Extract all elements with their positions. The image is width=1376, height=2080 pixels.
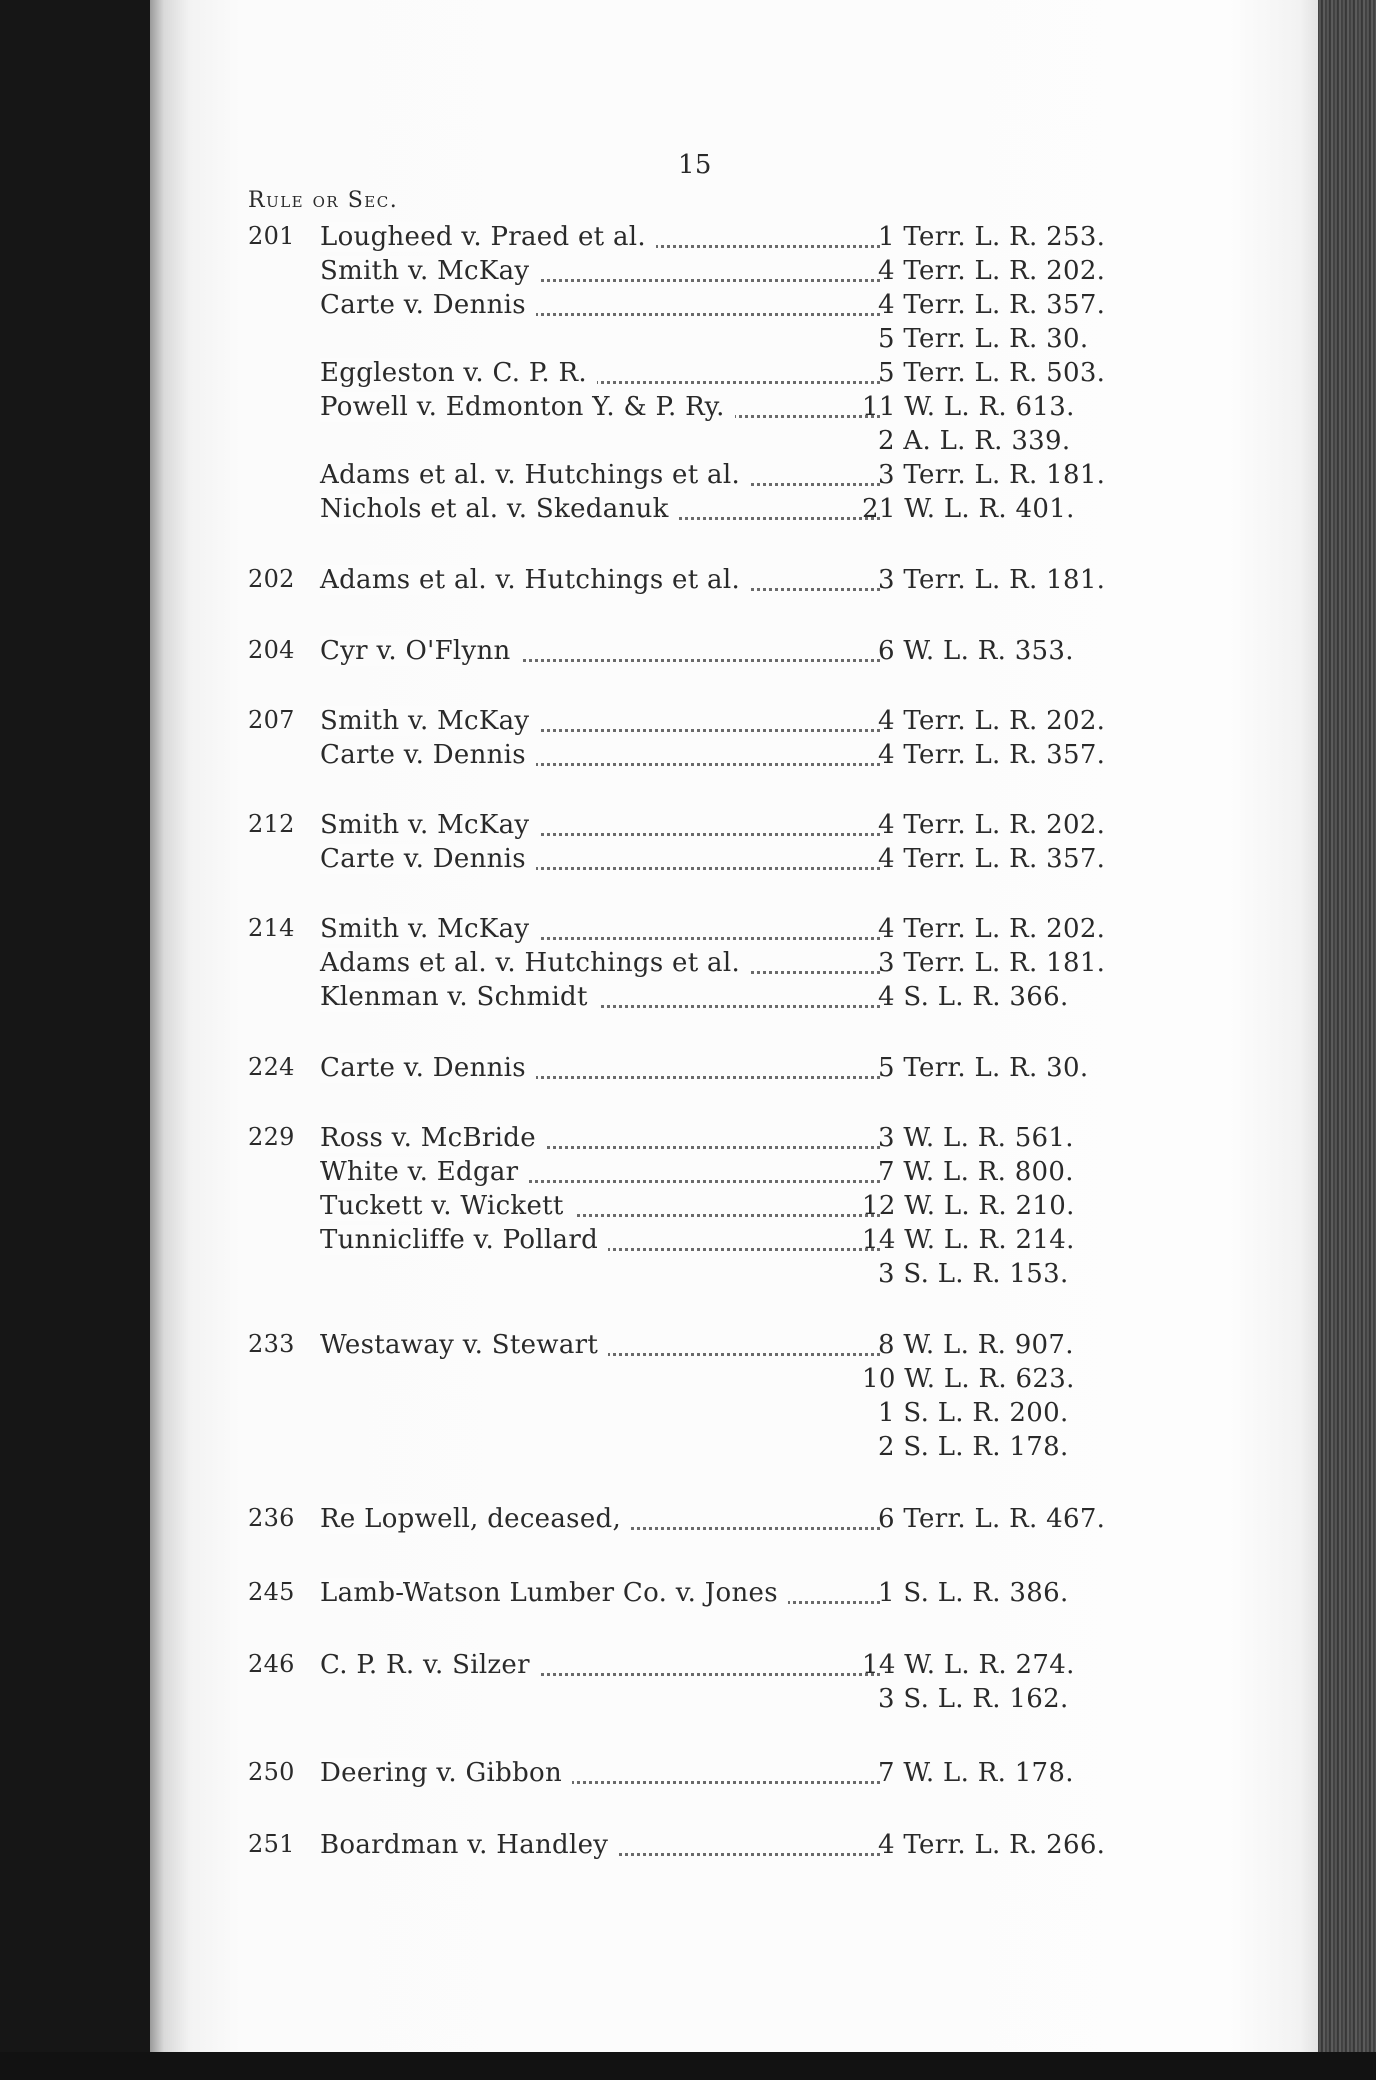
citation: 7 W. L. R. 800.: [878, 1157, 1074, 1187]
case-name: Smith v. McKay: [320, 706, 539, 736]
citation: 3 Terr. L. R. 181.: [878, 565, 1106, 595]
case-name: Lamb-Watson Lumber Co. v. Jones: [320, 1578, 788, 1608]
case-name: Adams et al. v. Hutchings et al.: [320, 565, 750, 595]
case-name: Powell v. Edmonton Y. & P. Ry.: [320, 392, 735, 422]
case-entry: [320, 1225, 886, 1259]
case-entry: [320, 460, 886, 494]
case-name: C. P. R. v. Silzer: [320, 1650, 540, 1680]
case-entry: [320, 1053, 886, 1087]
case-name: Carte v. Dennis: [320, 1053, 536, 1083]
citation: 4 Terr. L. R. 202.: [878, 256, 1106, 286]
citation: 1 S. L. R. 200.: [878, 1398, 1069, 1428]
rule-number: 202: [248, 565, 295, 593]
case-name: Cyr v. O'Flynn: [320, 636, 521, 666]
citation: 21 W. L. R. 401.: [862, 494, 1075, 524]
case-entry: [320, 1157, 886, 1191]
citation: 2 S. L. R. 178.: [878, 1432, 1069, 1462]
case-name: Carte v. Dennis: [320, 740, 536, 770]
citation: 8 W. L. R. 907.: [878, 1330, 1074, 1360]
citation: 5 Terr. L. R. 30.: [878, 324, 1089, 354]
citation: 4 Terr. L. R. 266.: [878, 1830, 1106, 1860]
citation: 10 W. L. R. 623.: [862, 1364, 1075, 1394]
case-name: Adams et al. v. Hutchings et al.: [320, 948, 750, 978]
case-name: Carte v. Dennis: [320, 844, 536, 874]
case-entry: [320, 740, 886, 774]
case-entry: [320, 358, 886, 392]
page-number: 15: [678, 150, 712, 180]
citation: 3 Terr. L. R. 181.: [878, 948, 1106, 978]
citation: 2 A. L. R. 339.: [878, 426, 1071, 456]
rule-number: 212: [248, 810, 295, 838]
case-entry: [320, 982, 886, 1016]
rule-number: 204: [248, 636, 295, 664]
case-entry: [320, 565, 886, 599]
case-entry: [320, 1504, 886, 1538]
citation: 6 Terr. L. R. 467.: [878, 1504, 1106, 1534]
case-entry: [320, 1830, 886, 1864]
rule-number: 201: [248, 222, 295, 250]
case-entry: [320, 810, 886, 844]
rule-number: 214: [248, 914, 295, 942]
rule-number: 246: [248, 1650, 295, 1678]
rule-number: 229: [248, 1123, 295, 1151]
case-name: Eggleston v. C. P. R.: [320, 358, 597, 388]
case-entry: [320, 290, 886, 324]
rule-number: 250: [248, 1758, 295, 1786]
citation: 4 Terr. L. R. 202.: [878, 706, 1106, 736]
case-entry: [320, 494, 886, 528]
case-name: White v. Edgar: [320, 1157, 528, 1187]
case-entry: [320, 1650, 886, 1684]
case-entry: [320, 1330, 886, 1364]
case-entry: [320, 256, 886, 290]
citation: 1 Terr. L. R. 253.: [878, 222, 1106, 252]
case-entry: [320, 636, 886, 670]
case-name: Re Lopwell, deceased,: [320, 1504, 631, 1534]
case-entry: [320, 1758, 886, 1792]
case-entry: [320, 392, 886, 426]
citation: 12 W. L. R. 210.: [862, 1191, 1075, 1221]
rule-column-heading: Rule or Sec.: [248, 188, 399, 213]
citation: 3 S. L. R. 153.: [878, 1259, 1069, 1289]
citation: 4 Terr. L. R. 357.: [878, 290, 1106, 320]
rule-number: 245: [248, 1578, 295, 1606]
citation: 14 W. L. R. 214.: [862, 1225, 1075, 1255]
case-entry: [320, 1578, 886, 1612]
citation: 1 S. L. R. 386.: [878, 1578, 1069, 1608]
citation: 11 W. L. R. 613.: [862, 392, 1075, 422]
rule-number: 233: [248, 1330, 295, 1358]
case-name: Nichols et al. v. Skedanuk: [320, 494, 679, 524]
case-name: Carte v. Dennis: [320, 290, 536, 320]
case-entry: [320, 1191, 886, 1225]
citation: 5 Terr. L. R. 30.: [878, 1053, 1089, 1083]
citation: 14 W. L. R. 274.: [862, 1650, 1075, 1680]
citation: 4 S. L. R. 366.: [878, 982, 1069, 1012]
case-name: Deering v. Gibbon: [320, 1758, 572, 1788]
rule-number: 224: [248, 1053, 295, 1081]
case-entry: [320, 706, 886, 740]
case-entry: [320, 948, 886, 982]
rule-number: 207: [248, 706, 295, 734]
case-name: Adams et al. v. Hutchings et al.: [320, 460, 750, 490]
case-entry: [320, 914, 886, 948]
case-name: Smith v. McKay: [320, 914, 539, 944]
citation: 7 W. L. R. 178.: [878, 1758, 1074, 1788]
case-name: Boardman v. Handley: [320, 1830, 618, 1860]
citation: 3 W. L. R. 561.: [878, 1123, 1074, 1153]
rule-number: 236: [248, 1504, 295, 1532]
citation: 3 Terr. L. R. 181.: [878, 460, 1106, 490]
case-entry: [320, 222, 886, 256]
citation: 5 Terr. L. R. 503.: [878, 358, 1106, 388]
case-name: Tuckett v. Wickett: [320, 1191, 574, 1221]
citation: 4 Terr. L. R. 202.: [878, 914, 1106, 944]
citation: 4 Terr. L. R. 202.: [878, 810, 1106, 840]
case-name: Lougheed v. Praed et al.: [320, 222, 656, 252]
case-name: Smith v. McKay: [320, 810, 539, 840]
case-name: Ross v. McBride: [320, 1123, 546, 1153]
case-entry: [320, 1123, 886, 1157]
case-name: Tunnicliffe v. Pollard: [320, 1225, 608, 1255]
case-name: Klenman v. Schmidt: [320, 982, 598, 1012]
citation: 4 Terr. L. R. 357.: [878, 844, 1106, 874]
rule-number: 251: [248, 1830, 295, 1858]
citation: 4 Terr. L. R. 357.: [878, 740, 1106, 770]
citation: 3 S. L. R. 162.: [878, 1684, 1069, 1714]
citation: 6 W. L. R. 353.: [878, 636, 1074, 666]
case-name: Westaway v. Stewart: [320, 1330, 608, 1360]
case-name: Smith v. McKay: [320, 256, 539, 286]
case-entry: [320, 844, 886, 878]
